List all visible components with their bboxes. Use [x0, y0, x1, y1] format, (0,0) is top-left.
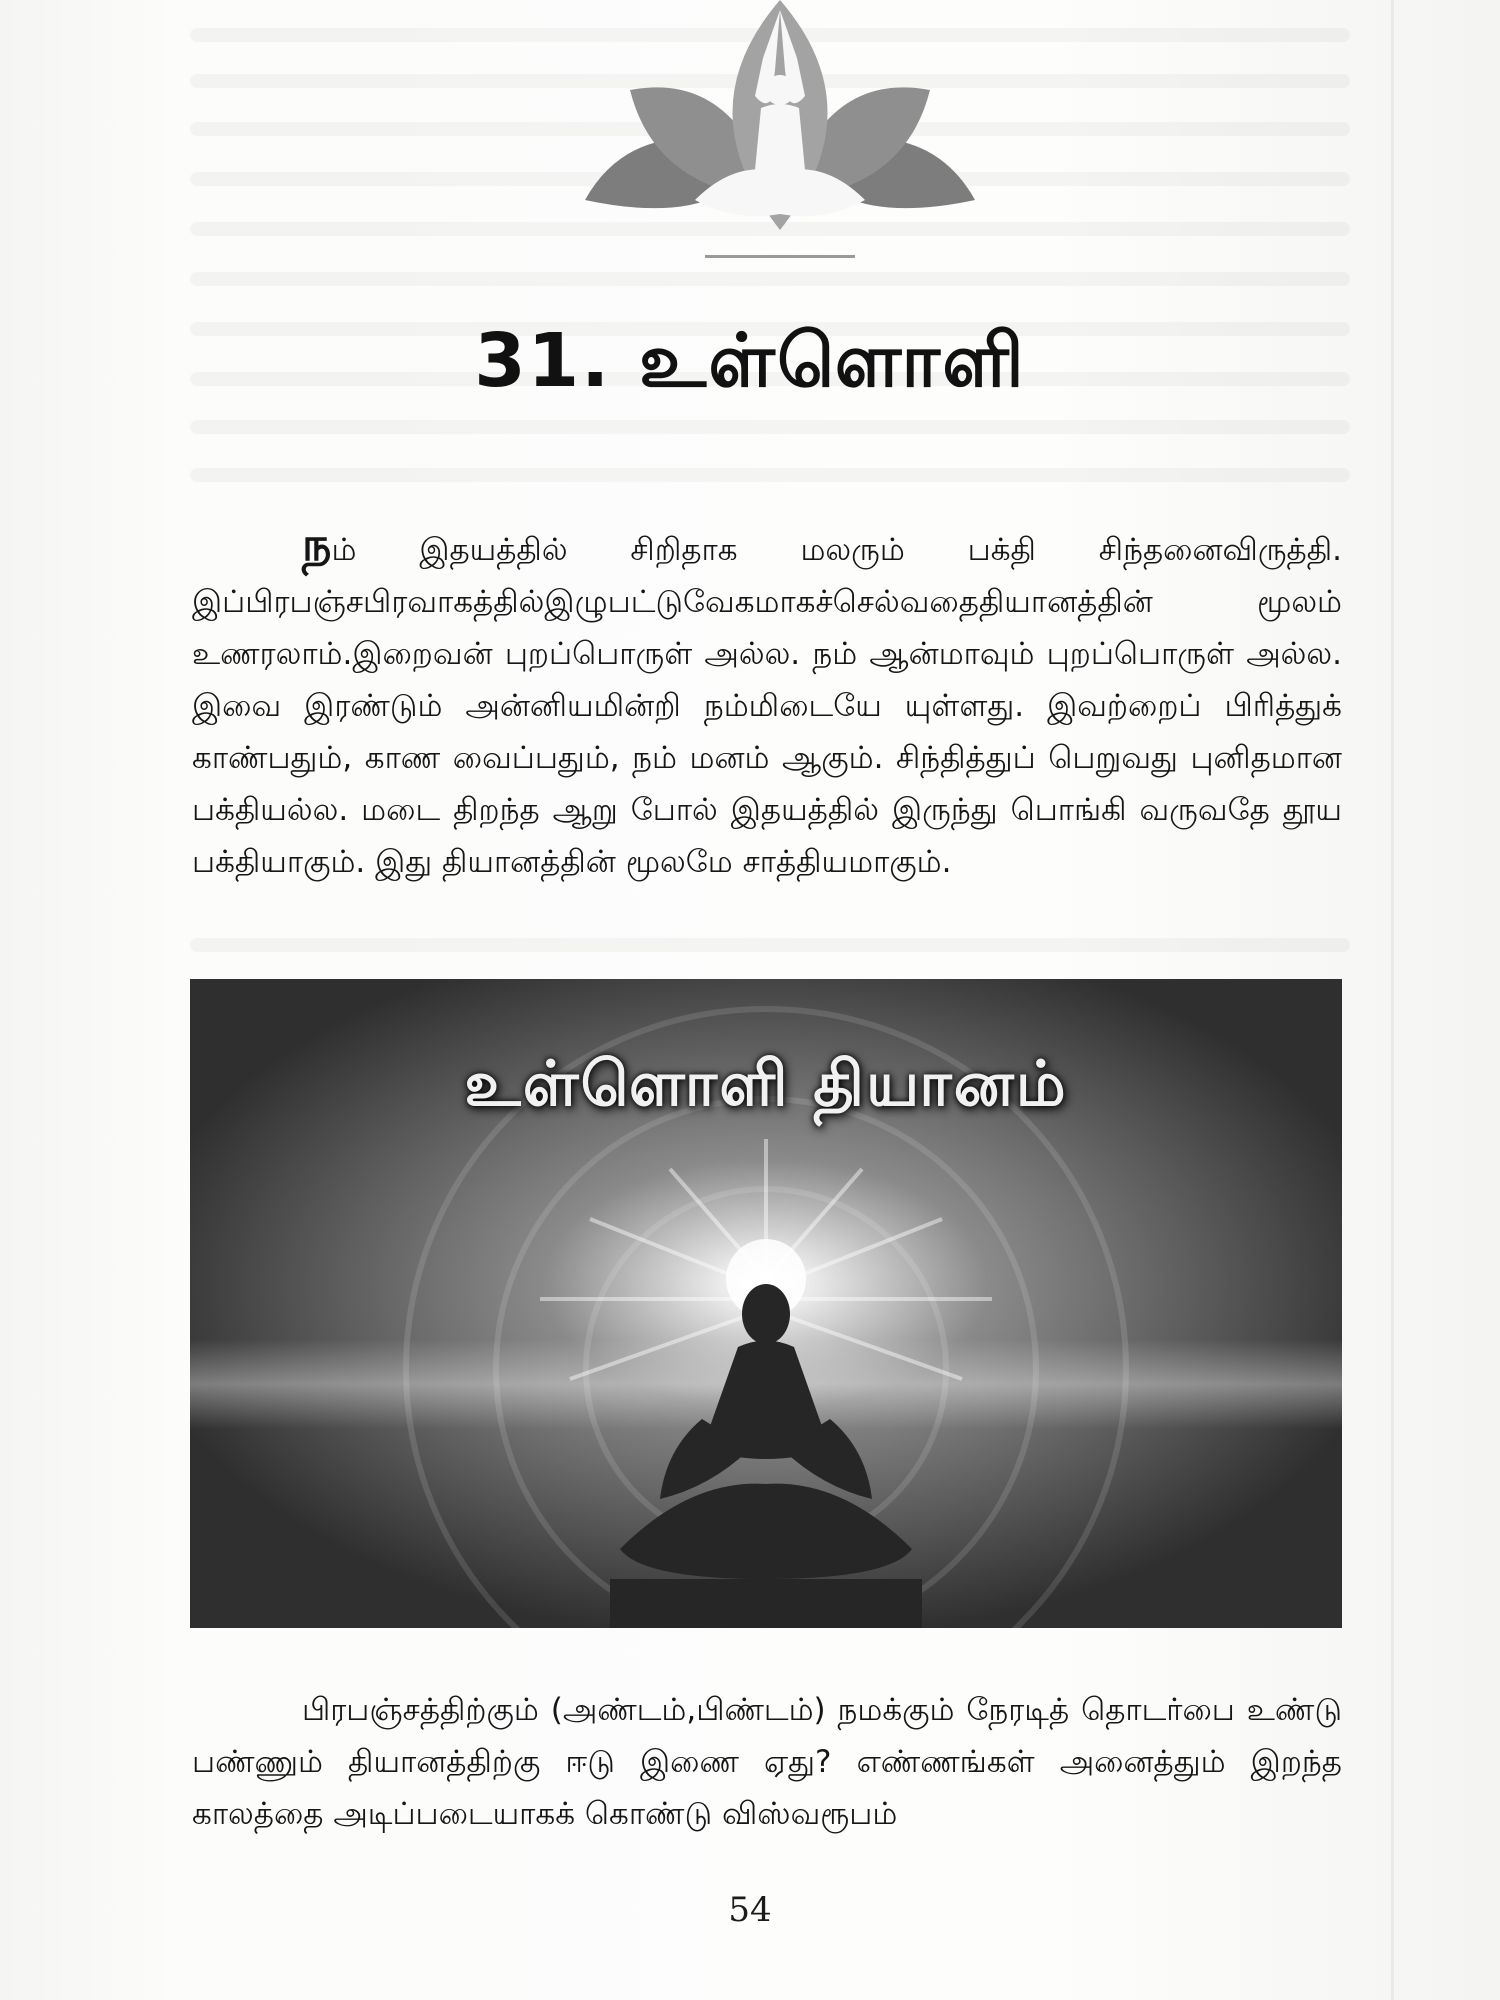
paragraph-1 [192, 517, 1342, 888]
meditation-banner [190, 979, 1342, 1628]
page-edge [1391, 0, 1394, 2000]
bleed-through-line [190, 420, 1350, 434]
paragraph-2 [192, 1684, 1342, 1840]
paragraph-2-text: பிரபஞ்சத்திற்கும் (அண்டம்,பிண்டம்) நமக்கும் நேரடித் தொடர்பை உண்டு பண்ணும் தியானத்திற்கு ஈடு இணை ஏது? எண்ணங்கள் அனைத்தும் இறந்த காலத்தை அடிப்படையாகக் கொண்டு விஸ்வரூபம் [192, 1692, 1342, 1832]
bleed-through-line [190, 938, 1350, 952]
paragraph-1-text: ம் இதயத்தில் சிறிதாக மலரும் பக்தி சிந்தனைவிருத்தி. இப்பிரபஞ்சபிரவாகத்தில்இழுபட்டுவேகமாகச்செல்வதைதியானத்தின் மூலம் உணரலாம்.இறைவன் புறப்பொருள் அல்ல. நம் ஆன்மாவும் புறப்பொருள் அல்ல. இவை இரண்டும் அன்னியமின்றி நம்மிடையே யுள்ளது. இவற்றைப் பிரித்துக் காண்பதும், காண வைப்பதும், நம் மனம் ஆகும். சிந்தித்துப் பெறுவது புனிதமான பக்தியல்ல. மடை திறந்த ஆறு போல் இதயத்தில் இருந்து பொங்கி வருவதே தூய பக்தியாகும். இது தியானத்தின் மூலமே சாத்தியமாகும். [192, 532, 1342, 880]
drop-cap: ந [302, 517, 332, 571]
chapter-title: 31. உள்ளொளி [474, 318, 1026, 404]
banner-title: உள்ளொளி தியானம் [464, 1047, 1068, 1120]
lotus-meditation-icon [575, 0, 985, 268]
bleed-through-line [190, 272, 1350, 286]
bleed-through-line [190, 468, 1350, 482]
page-number: 54 [728, 1890, 772, 1930]
